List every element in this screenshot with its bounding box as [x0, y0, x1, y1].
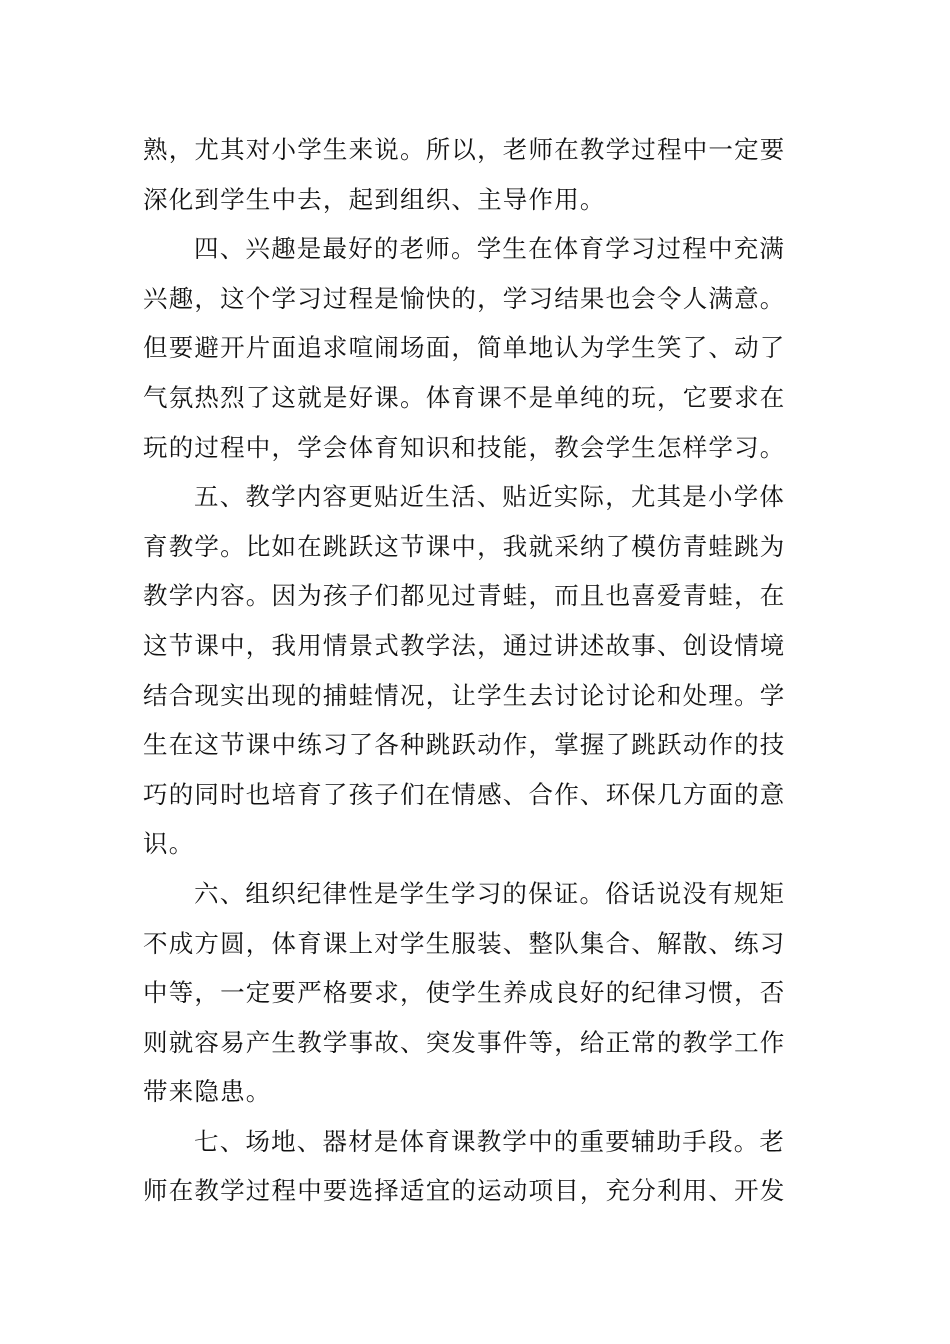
text-line: 但要避开片面追求喧闹场面，简单地认为学生笑了、动了: [143, 333, 786, 363]
paragraph-start-line: 五、教学内容更贴近生活、贴近实际，尤其是小学体: [194, 482, 786, 512]
text-line: 熟，尤其对小学生来说。所以，老师在教学过程中一定要: [143, 135, 786, 164]
text-line: 识。: [143, 829, 195, 859]
text-line: 深化到学生中去，起到组织、主导作用。: [143, 184, 606, 214]
text-line: 兴趣，这个学习过程是愉快的，学习结果也会令人满意。: [143, 283, 786, 313]
paragraph-start-line: 四、兴趣是最好的老师。学生在体育学习过程中充满: [194, 234, 786, 264]
text-line: 生在这节课中练习了各种跳跃动作，掌握了跳跃动作的技: [143, 730, 786, 760]
text-line: 巧的同时也培育了孩子们在情感、合作、环保几方面的意: [143, 779, 786, 809]
text-line: 师在教学过程中要选择适宜的运动项目，充分利用、开发: [143, 1176, 786, 1206]
text-line: 育教学。比如在跳跃这节课中，我就采纳了模仿青蛙跳为: [143, 531, 786, 561]
text-line: 气氛热烈了这就是好课。体育课不是单纯的玩，它要求在: [143, 382, 786, 412]
paragraph-start-line: 七、场地、器材是体育课教学中的重要辅助手段。老: [194, 1126, 786, 1156]
text-line: 带来隐患。: [143, 1077, 272, 1107]
paragraph-start-line: 六、组织纪律性是学生学习的保证。俗话说没有规矩: [194, 878, 786, 908]
text-line: 结合现实出现的捕蛙情况，让学生去讨论讨论和处理。学: [143, 680, 786, 710]
text-line: 教学内容。因为孩子们都见过青蛙，而且也喜爱青蛙，在: [143, 581, 786, 611]
text-line: 玩的过程中，学会体育知识和技能，教会学生怎样学习。: [143, 432, 786, 462]
text-line: 则就容易产生教学事故、突发事件等，给正常的教学工作: [143, 1027, 786, 1057]
text-line: 不成方圆，体育课上对学生服装、整队集合、解散、练习: [143, 928, 786, 958]
document-body: [143, 125, 805, 1216]
text-line: 中等，一定要严格要求，使学生养成良好的纪律习惯，否: [143, 978, 786, 1008]
text-line: 这节课中，我用情景式教学法，通过讲述故事、创设情境: [143, 630, 786, 660]
